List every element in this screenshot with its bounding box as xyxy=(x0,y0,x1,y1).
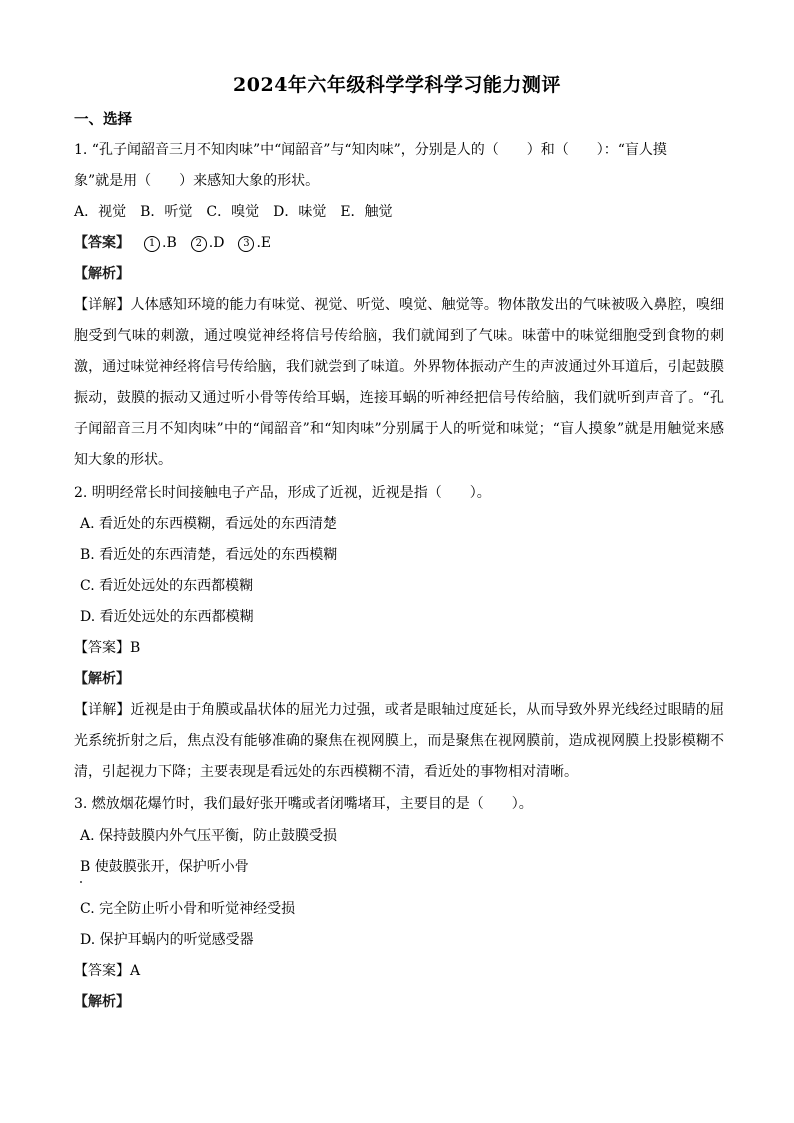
question-3-stem: 3. 燃放烟花爆竹时，我们最好张开嘴或者闭嘴堵耳，主要目的是（ ）。 xyxy=(74,796,533,812)
answer-item xyxy=(191,233,225,253)
document-title: 2024年六年级科学学科学习能力测评 xyxy=(233,74,561,96)
circled-number: 2 xyxy=(191,236,207,252)
question-2-option-c: C. 看近处远处的东西都模糊 xyxy=(80,578,254,594)
question-1-options: A．视觉 B．听觉 C．嗅觉 D．味觉 E．触觉 xyxy=(74,204,393,220)
question-2-analysis-label xyxy=(74,669,730,689)
question-2-option-d: D. 看近处远处的东西都模糊 xyxy=(80,609,254,625)
circled-number: 1 xyxy=(144,236,160,252)
answer-item xyxy=(238,233,271,253)
question-3-analysis-label xyxy=(74,992,730,1012)
question-2-option-a: A. 看近处的东西模糊，看远处的东西清楚 xyxy=(80,516,338,532)
question-3-option-d: D. 保护耳蜗内的听觉感受器 xyxy=(80,932,254,948)
question-1-line-1: 1. “孔子闻韶音三月不知肉味”中“闻韶音”与“知肉味”，分别是人的（ ）和（ ）：“盲人摸 xyxy=(74,142,667,158)
question-2-stem: 2. 明明经常长时间接触电子产品，形成了近视，近视是指（ ）。 xyxy=(74,485,491,501)
question-2-answer: 【答案】B xyxy=(74,640,141,656)
circled-number: 3 xyxy=(238,236,254,252)
answer-value: .D xyxy=(208,235,225,251)
question-1-detail: 【详解】人体感知环境的能力有味觉、视觉、听觉、嗅觉、触觉等。物体散发出的气味被吸入鼻腔，嗅细胞受到气味的刺激，通过嗅觉神经将信号传给脑，我们就闻到了气味。味蕾中的味觉细胞受到食物的刺激，通过味觉神经将信号传给脑，我们就尝到了味道。外界物体振动产生的声波通过外耳道后，引起鼓膜振动，鼓膜的振动又通过听小骨等传给耳蜗，连接耳蜗的听神经把信号传给脑，我们就听到声音了。“孔子闻韶音三月不知肉味”中的“闻韶音”和“知肉味”分别属于人的听觉和味觉；“盲人摸象”就是用触觉来感知大象的形状。 xyxy=(74,297,724,468)
question-3-answer: 【答案】A xyxy=(74,963,141,979)
analysis-label: 【解析】 xyxy=(74,266,130,282)
stray-dot xyxy=(80,881,82,883)
analysis-label: 【解析】 xyxy=(74,671,130,687)
answer-value: .E xyxy=(256,235,272,251)
answer-value: .B xyxy=(162,235,177,251)
question-1-analysis-label xyxy=(74,264,730,284)
question-2-option-b: B. 看近处的东西清楚，看远处的东西模糊 xyxy=(80,547,338,563)
section-heading: 一、选择 xyxy=(74,111,132,128)
question-1-answer xyxy=(74,233,730,253)
question-3-option-c: C. 完全防止听小骨和听觉神经受损 xyxy=(80,901,296,917)
question-2-detail: 【详解】近视是由于角膜或晶状体的屈光力过强，或者是眼轴过度延长，从而导致外界光线经过眼睛的屈光系统折射之后，焦点没有能够准确的聚焦在视网膜上，而是聚焦在视网膜前，造成视网膜上投影模糊不清，引起视力下降；主要表现是看远处的东西模糊不清，看近处的事物相对清晰。 xyxy=(74,702,724,780)
answer-label: 【答案】 xyxy=(74,235,130,251)
question-3-option-b: B 使鼓膜张开，保护听小骨 xyxy=(80,859,249,875)
answer-item xyxy=(144,233,177,253)
analysis-label: 【解析】 xyxy=(74,994,130,1010)
question-3-option-a: A. 保持鼓膜内外气压平衡，防止鼓膜受损 xyxy=(80,828,338,844)
question-1-line-2: 象”就是用（ ）来感知大象的形状。 xyxy=(74,173,320,189)
